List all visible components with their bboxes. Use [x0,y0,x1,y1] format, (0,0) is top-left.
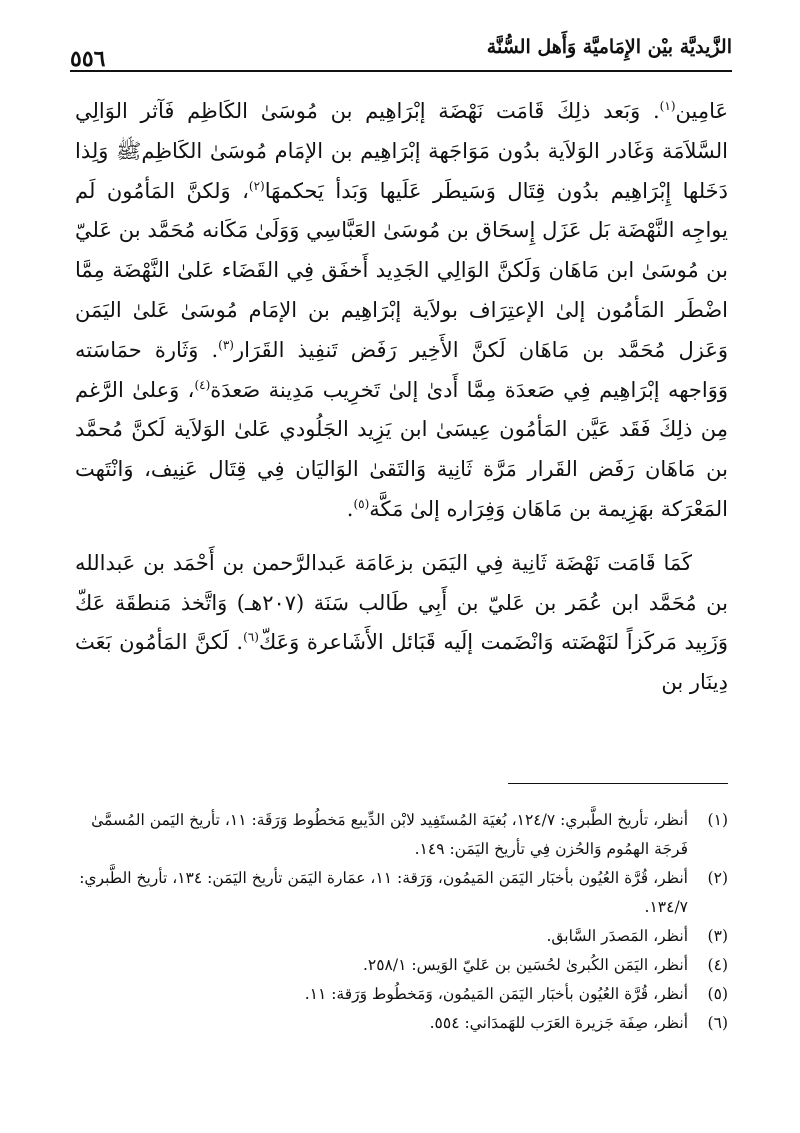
footnote-number: (٦) [707,1014,728,1032]
footnote-ref: (٢) [248,178,265,193]
footnote [72,864,728,922]
footnote-number: (٤) [707,956,728,974]
footnote-text: أنظر، تأريخ الطَّبري: ١٢٤/٧، بُغيَة المُستَفِيد لابْن الدِّيبع مَخطُوط وَرَقَة: ١١، تأريخ اليَمن المُسمَّىٰ فَرجَة الهمُوم وَالحُزن فِي تأريخ اليَمَن: ١٤٩. [91,811,688,858]
footnote-text: أنظر، قُرَّة العُيُون بأخبَار اليَمَن المَيمُون، وَرَقة: ١١، عمَارة اليَمَن تأريخ اليَمَن: ١٣٤، تأريخ الطَّبري: ١٣٤/٧. [79,869,688,916]
footnote-number: (١) [707,811,728,829]
footnote [72,980,728,1009]
text-run: ، وَلكنَّ المَأمُون لَم يواجِه النَّهْضَة بَل عَزَل إِسحَاق بن مُوسَىٰ العَبَّاسِي وَوَلَىٰ مَكَانه مُحَمَّد بن عَليّ بن مُوسَىٰ ابن مَاهَان وَلَكنَّ الوَالِي الجَدِيد أَخفَق فِي القَضَاء عَلىٰ النَّهْضَة مِمَّا اضْطَر المَأمُون إلىٰ الإعتِرَاف بولاَية إبْرَاهِيم بن الإمَام مُوسَىٰ عَلىٰ اليَمَن وَعَزل مُحَمَّد بن مَاهَان لَكنَّ الأَخِير رَفَض تَنفِيذ القَرَار [75,178,728,362]
text-run: . وَثَارة حمَاسَته وَوَاجهه إبْرَاهِيم فِي صَعدَة مِمَّا أَدىٰ إلىٰ تَخرِيب مَدِينة صَعدَة [75,337,728,402]
text-run: ، وَعلىٰ الرَّغم مِن ذلِكَ فَقَد عَيَّن المَأمُون عِيسَىٰ ابن يَزِيد الجَلُودي عَلىٰ الوَلاَية لَكنَّ مُحمَّد بن مَاهَان رَفَض القَرار مَرَّة ثَانِية وَالتَقىٰ الوَاليَان فِي قِتَال عَنِيف، وَانْتَهت المَعْرَكة بهَزِيمة بن مَاهَان وَفِرَاره إلىٰ مَكَّة [75,377,728,521]
footnote-ref: (٣) [218,337,234,352]
paragraph [75,92,728,530]
text-run: عَامِين [675,99,728,123]
footnote-number: (٥) [707,985,728,1003]
header-title: الزَّيديَّة بيْن الإِمَاميَّة وَأَهل السُّنَّة [486,36,732,58]
footnote-text: أنظر، قُرَّة العُيُون بأخبَار اليَمَن المَيمُون، وَمَخطُوط وَرَقة: ١١. [304,985,688,1003]
page-number: ٥٥٦ [70,46,106,72]
footnote-ref: (٦) [243,630,259,645]
text-run: كَمَا قَامَت نَهْضَة ثَانِية فِي اليَمَن بزعَامَة عَبدالرَّحمن بن أَحْمَد بن عَبدالله بن مُحَمَّد ابن عُمَر بن عَليّ بن أَبِي طَالب سَنَة (٢٠٧هـ) وَاتَّخذ مَنطقَة عَكّ وَزَبِيد مَركَزاً لنَهْضَته وَانْضَمت إلَيه قَبَائل الأَشَاعرة وَعَكّ [75,550,728,655]
footnote-text: أنظر، صِفَة جَزيرة العَرَب للهَمدَاني: ٥٥٤. [429,1014,688,1032]
footnote-ref: (٥) [353,496,370,511]
footnote [72,922,728,951]
footnote-separator [508,783,728,784]
body-text [75,92,728,703]
footnote-number: (٣) [707,927,728,945]
text-run: . [346,496,354,521]
paragraph [75,544,728,703]
footnote-text: أنظر، المَصدَر السَّابق. [546,927,688,945]
footnote-ref: (٤) [194,377,211,392]
footnotes [72,806,728,1038]
footnote [72,806,728,864]
footnote [72,951,728,980]
footnote-text: أنظر، اليَمَن الكُبرىٰ لحُسَين بن عَليّ الوَيس: ٢٥٨/١. [362,956,688,974]
header-rule [70,70,732,72]
footnote-ref: (١) [659,99,676,113]
text-run: . لَكنَّ المَأمُون بَعَث دِينَار بن [75,630,728,695]
footnote [72,1009,728,1038]
running-header [70,30,732,72]
text-run: . وَبَعد ذلِكَ قَامَت نَهْضَة إبْرَاهِيم بن مُوسَىٰ الكَاظِم فَآثر الوَالِي السَّلاَمَة وَغَادر الوَلاَية بدُون مَوَاجَهة إبْرَاهِيم بن الإمَام مُوسَىٰ الكَاظِمﷺ وَلِذا دَخَلها إِبْرَاهِيم بدُون قِتَال وَسَيطَر عَلَيها وَبَدأ يَحكمهَا [75,99,729,203]
footnote-number: (٢) [707,869,728,887]
